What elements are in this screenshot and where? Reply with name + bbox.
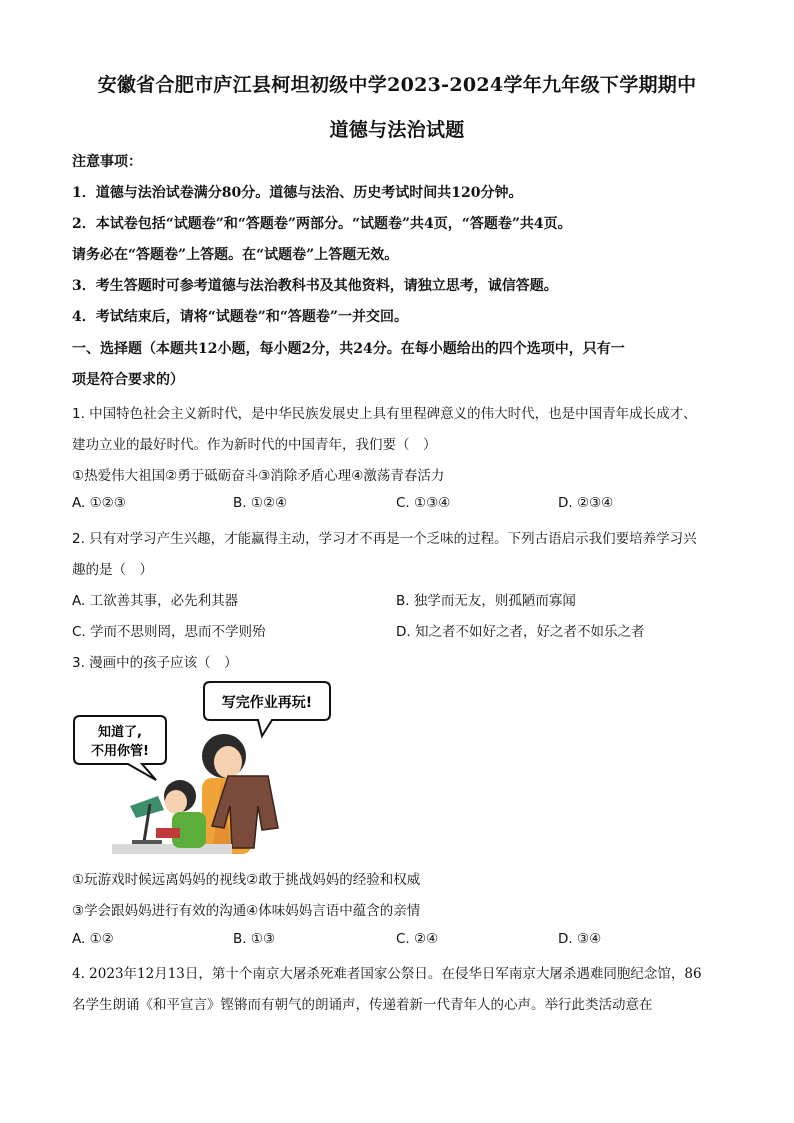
q2-option-c[interactable]: C. 学而不思则罔，思而不学则殆 — [72, 624, 266, 640]
exam-title-line2: 道德与法治试题 — [329, 119, 465, 141]
q3-option-d[interactable]: D. ③④ — [558, 931, 602, 947]
mother-speech-text: 写完作业再玩! — [221, 695, 313, 711]
q3-stem: 3. 漫画中的孩子应该（ ） — [72, 655, 238, 671]
cartoon-image — [72, 678, 340, 854]
note-item-3: 3．考生答题时可参考道德与法治教科书及其他资料，请独立思考，诚信答题。 — [72, 278, 558, 294]
child-speech-bubble — [74, 716, 166, 780]
q1-option-c[interactable]: C. ①③④ — [396, 495, 451, 511]
q2-stem-line2: 趣的是（ ） — [72, 562, 153, 578]
note-item-2: 2．本试卷包括“试题卷”和“答题卷”两部分。“试题卷”共4页，“答题卷”共4页。 — [72, 216, 572, 232]
child-figure — [156, 780, 206, 848]
q4-stem-line1: 4. 2023年12月13日，第十个南京大屠杀死难者国家公祭日。在侵华日军南京大屠杀遇难同胞纪念馆，86 — [72, 966, 702, 982]
q3-statements-line2: ③学会跟妈妈进行有效的沟通④体味妈妈言语中蕴含的亲情 — [72, 903, 421, 919]
child-speech-text-2: 不用你管! — [91, 744, 149, 759]
mother-speech-bubble — [204, 682, 330, 736]
q3-option-b[interactable]: B. ①③ — [233, 931, 276, 947]
desk — [112, 844, 232, 854]
section-heading-line2: 项是符合要求的） — [72, 372, 184, 388]
q4-stem-line2: 名学生朗诵《和平宣言》铿锵而有朝气的朗诵声，传递着新一代青年人的心声。举行此类活动意在 — [72, 997, 653, 1013]
note-item-2-cont: 请务必在“答题卷”上答题。在“试题卷”上答题无效。 — [72, 247, 399, 263]
note-item-1: 1．道德与法治试卷满分80分。道德与法治、历史考试时间共120分钟。 — [72, 185, 523, 201]
child-speech-text-1: 知道了, — [98, 725, 142, 740]
q1-statements: ①热爱伟大祖国②勇于砥砺奋斗③消除矛盾心理④激荡青春活力 — [72, 468, 445, 484]
q2-option-d[interactable]: D. 知之者不如好之者，好之者不如乐之者 — [396, 624, 645, 640]
q3-statements-line1: ①玩游戏时候远离妈妈的视线②敢于挑战妈妈的经验和权威 — [72, 872, 421, 888]
desk-lamp-icon — [130, 796, 164, 846]
q2-stem-line1: 2. 只有对学习产生兴趣，才能赢得主动，学习才不再是一个乏味的过程。下列古语启示我们要培养学习兴 — [72, 531, 697, 547]
exam-title-line1: 安徽省合肥市庐江县柯坦初级中学2023-2024学年九年级下学期期中 — [97, 74, 697, 96]
note-item-4: 4．考试结束后，请将“试题卷”和“答题卷”一并交回。 — [72, 309, 408, 325]
q1-option-b[interactable]: B. ①②④ — [233, 495, 288, 511]
q1-stem-line1: 1. 中国特色社会主义新时代，是中华民族发展史上具有里程碑意义的伟大时代，也是中国青年成长成才、 — [72, 406, 697, 422]
q2-option-a[interactable]: A. 工欲善其事，必先利其器 — [72, 593, 239, 609]
q1-option-d[interactable]: D. ②③④ — [558, 495, 614, 511]
q1-stem-line2: 建功立业的最好时代。作为新时代的中国青年，我们要（ ） — [72, 437, 437, 453]
q3-option-a[interactable]: A. ①② — [72, 931, 114, 947]
notes-heading: 注意事项： — [72, 154, 142, 170]
section-heading-line1: 一、选择题（本题共12小题，每小题2分，共24分。在每小题给出的四个选项中，只有一 — [72, 341, 625, 357]
q3-option-c[interactable]: C. ②④ — [396, 931, 439, 947]
q1-option-a[interactable]: A. ①②③ — [72, 495, 126, 511]
q2-option-b[interactable]: B. 独学而无友，则孤陋而寡闻 — [396, 593, 576, 609]
